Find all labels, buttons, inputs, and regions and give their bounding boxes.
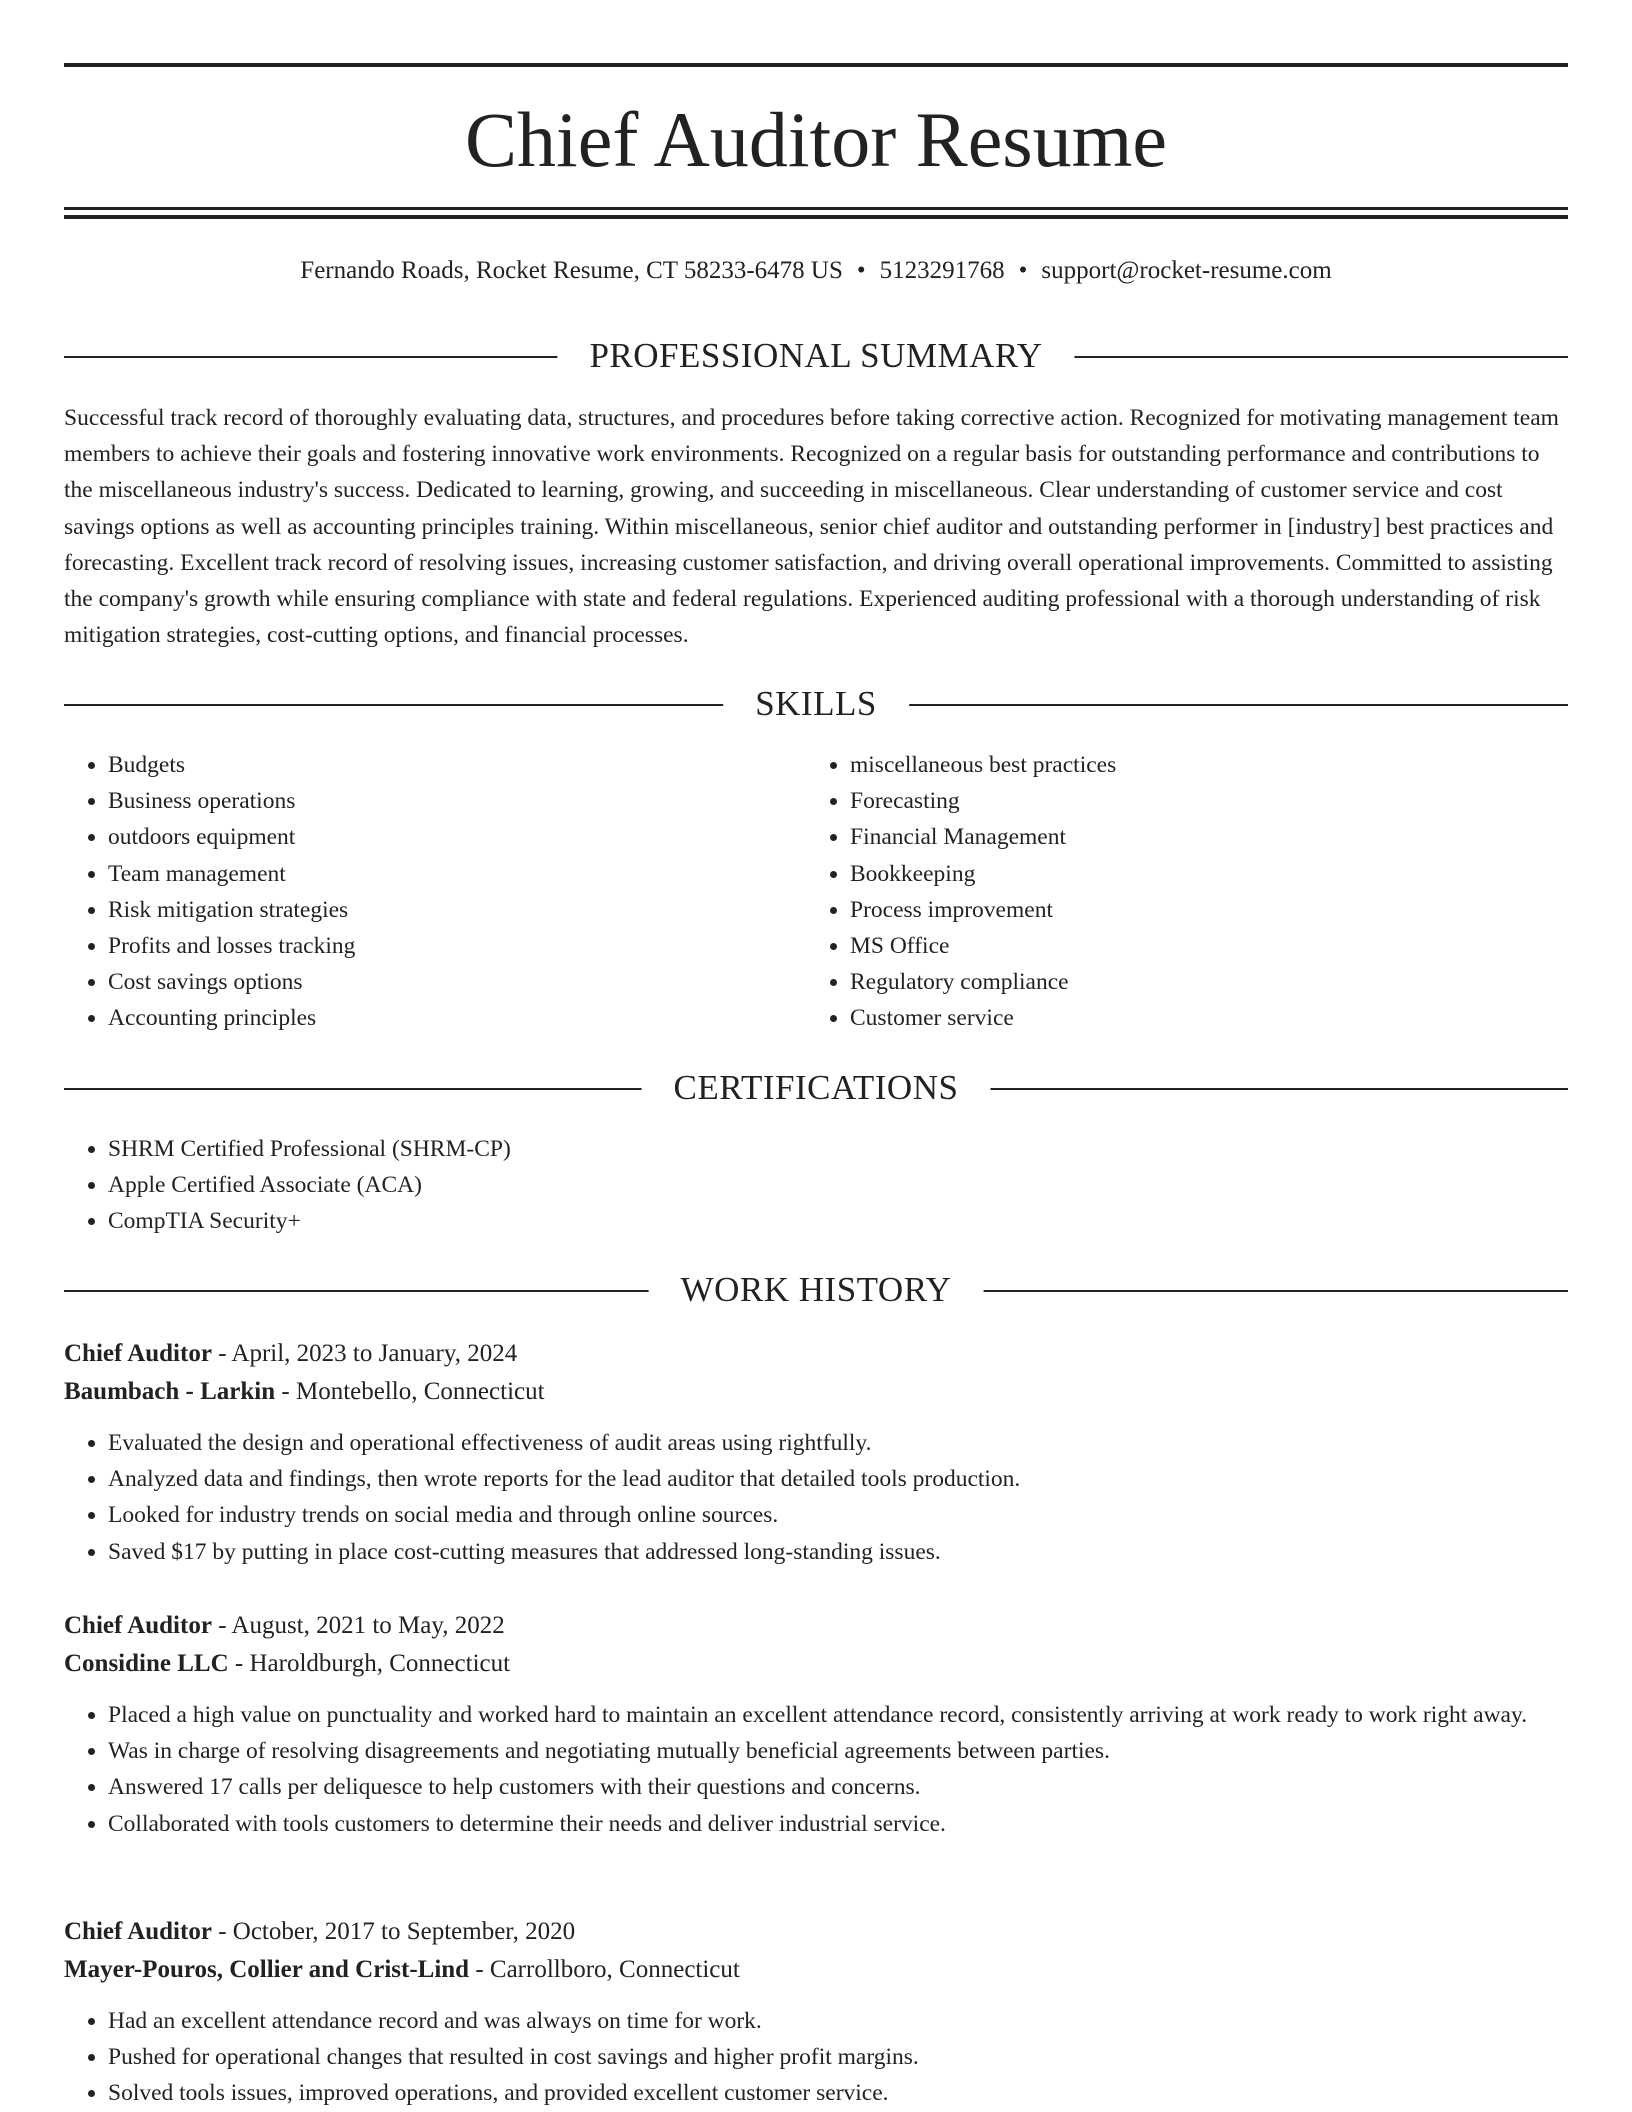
contact-line (64, 256, 1568, 286)
skills-column-left (64, 747, 804, 1037)
certification-item: • Apple Certified Associate (ACA) (108, 1167, 1568, 1203)
skill-item: • Forecasting (850, 783, 1546, 819)
page-title: Chief Auditor Resume (465, 96, 1167, 183)
job-bullet: • Saved $17 by putting in place cost-cutting measures that addressed long-standing issues. (108, 1534, 1568, 1570)
title-rule-upper (64, 207, 1568, 210)
job-bullet: • Pushed for operational changes that resulted in cost savings and higher profit margins. (108, 2039, 1568, 2075)
contact-address: Fernando Roads, Rocket Resume, CT 58233-6478 US (300, 257, 843, 284)
section-title-certifications: CERTIFICATIONS (642, 1066, 991, 1110)
top-rule (64, 63, 1568, 67)
section-title-skills: SKILLS (723, 682, 909, 726)
job-entry (64, 1913, 1568, 2112)
job-dates: - August, 2021 to May, 2022 (211, 1612, 505, 1639)
job-dates: - April, 2023 to January, 2024 (211, 1340, 518, 1367)
job-title-line (64, 1335, 1568, 1373)
job-bullet: • Looked for industry trends on social media and through online sources. (108, 1497, 1568, 1533)
skill-item: • Business operations (108, 783, 804, 819)
section-title-summary: PROFESSIONAL SUMMARY (557, 334, 1074, 378)
job-location: - Haroldburgh, Connecticut (228, 1650, 511, 1677)
job-entry (64, 1335, 1568, 1570)
job-dates: - October, 2017 to September, 2020 (211, 1918, 576, 1945)
job-bullet: • Analyzed data and findings, then wrote reports for the lead auditor that detailed tools production. (108, 1461, 1568, 1497)
job-title-line (64, 1607, 1568, 1645)
certification-item: • CompTIA Security+ (108, 1203, 1568, 1239)
title-rule-lower (64, 215, 1568, 219)
skills-column-right (806, 747, 1546, 1037)
job-bullet: • Answered 17 calls per deliquesce to help customers with their questions and concerns. (108, 1769, 1568, 1805)
job-company-line (64, 1645, 1568, 1683)
contact-separator: • (1018, 257, 1028, 284)
skill-item: • Customer service (850, 1000, 1546, 1036)
skill-item: • Cost savings options (108, 964, 804, 1000)
job-bullet: • Solved tools issues, improved operations, and provided excellent customer service. (108, 2075, 1568, 2111)
job-title-line (64, 1913, 1568, 1951)
section-title-work-history: WORK HISTORY (649, 1268, 984, 1312)
skill-item: • Bookkeeping (850, 856, 1546, 892)
skill-item: • Accounting principles (108, 1000, 804, 1036)
job-bullet: • Collaborated with tools customers to determine their needs and deliver industrial service. (108, 1806, 1568, 1842)
skill-item: • Budgets (108, 747, 804, 783)
skill-item: • Profits and losses tracking (108, 928, 804, 964)
job-location: - Carrollboro, Connecticut (469, 1956, 740, 1983)
job-bullet: • Was in charge of resolving disagreements and negotiating mutually beneficial agreements between parties. (108, 1733, 1568, 1769)
job-company-line (64, 1951, 1568, 1989)
skill-item: • Process improvement (850, 892, 1546, 928)
job-title: Chief Auditor (64, 1918, 212, 1945)
job-bullet: • Placed a high value on punctuality and worked hard to maintain an excellent attendance record, consistently arriving at work ready to work right away. (108, 1697, 1568, 1733)
skill-item: • Regulatory compliance (850, 964, 1546, 1000)
job-title: Chief Auditor (64, 1612, 212, 1639)
job-bullet: • Evaluated the design and operational effectiveness of audit areas using rightfully. (108, 1425, 1568, 1461)
skill-item: • outdoors equipment (108, 819, 804, 855)
job-company: Baumbach - Larkin (64, 1378, 276, 1405)
certification-item: • SHRM Certified Professional (SHRM-CP) (108, 1131, 1568, 1167)
skill-item: • MS Office (850, 928, 1546, 964)
section-header-certifications (64, 1066, 1568, 1110)
section-header-summary (64, 334, 1568, 378)
job-entry (64, 1607, 1568, 1842)
skill-item: • Financial Management (850, 819, 1546, 855)
skill-item: • miscellaneous best practices (850, 747, 1546, 783)
section-header-work-history (64, 1268, 1568, 1312)
contact-separator: • (856, 257, 866, 284)
certifications-list (64, 1131, 1568, 1240)
job-company-line (64, 1373, 1568, 1411)
job-company: Mayer-Pouros, Collier and Crist-Lind (64, 1956, 470, 1983)
job-bullet: • Had an excellent attendance record and was always on time for work. (108, 2003, 1568, 2039)
job-company: Considine LLC (64, 1650, 229, 1677)
job-title: Chief Auditor (64, 1340, 212, 1367)
summary-text: Successful track record of thoroughly evaluating data, structures, and procedures before taking corrective action. Recognized for motivating management team members to achieve their goals and fostering innovative work environments. Recognized on a regular basis for outstanding performance and contributions to the miscellaneous industry's success. Dedicated to learning, growing, and succeeding in miscellaneous. Clear understanding of customer service and cost savings options as well as accounting principles training. Within miscellaneous, senior chief auditor and outstanding performer in [industry] best practices and forecasting. Excellent track record of resolving issues, increasing customer satisfaction, and driving overall operational improvements. Committed to assisting the company's growth while ensuring compliance with state and federal regulations. Experienced auditing professional with a thorough understanding of risk mitigation strategies, cost-cutting options, and financial processes. (64, 405, 1559, 649)
job-location: - Montebello, Connecticut (275, 1378, 545, 1405)
contact-email: support@rocket-resume.com (1041, 257, 1332, 284)
skill-item: • Team management (108, 856, 804, 892)
contact-phone: 5123291768 (879, 257, 1005, 284)
skill-item: • Risk mitigation strategies (108, 892, 804, 928)
section-header-skills (64, 682, 1568, 726)
